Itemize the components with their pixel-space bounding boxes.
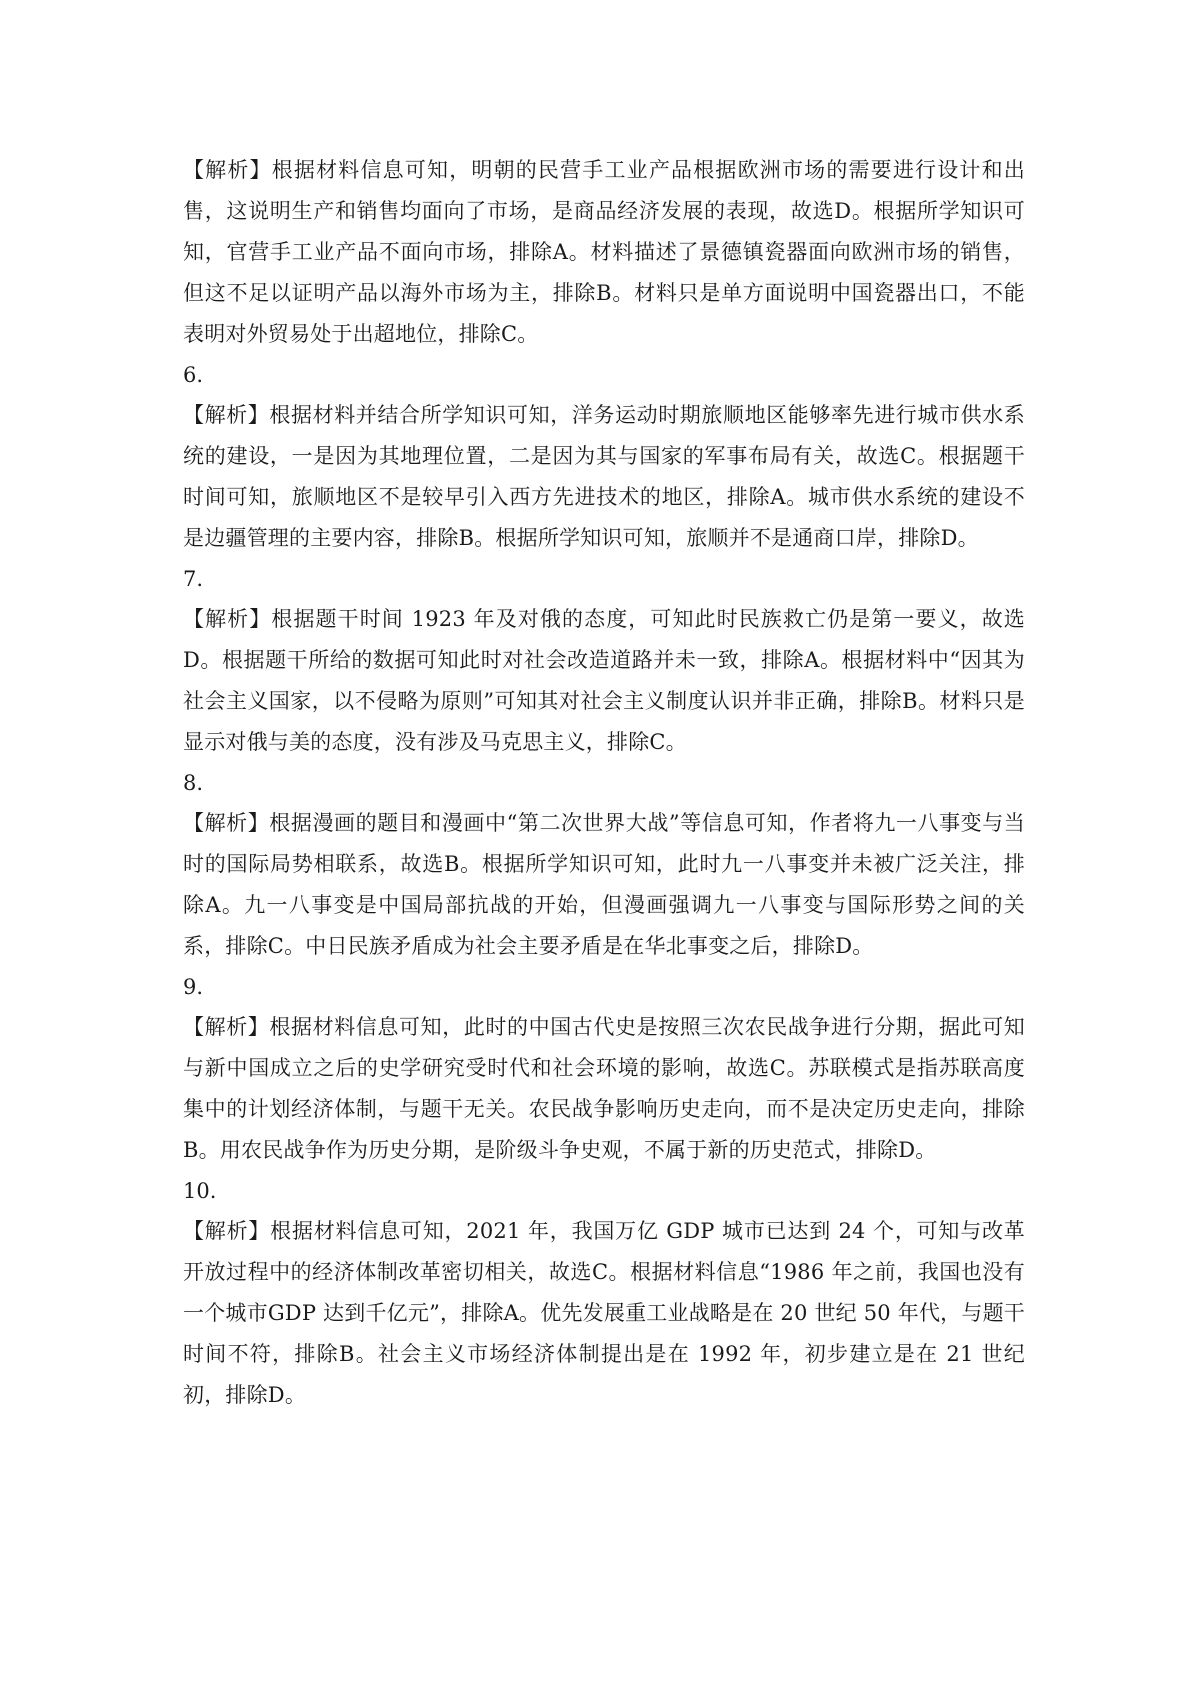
explanation-text: 根据材料信息可知，此时的中国古代史是按照三次农民战争进行分期，据此可知与新中国成立之后的史学研究受时代和社会环境的影响，故选C。苏联模式是指苏联高度集中的计划经济体制，与题干无关。农民战争影响历史走向，而不是决定历史走向，排除B。用农民战争作为历史分期，是阶级斗争史观，不属于新的历史范式，排除D。 [183,1015,1025,1162]
explanation-text: 根据材料并结合所学知识可知，洋务运动时期旅顺地区能够率先进行城市供水系统的建设，一是因为其地理位置，二是因为其与国家的军事布局有关，故选C。根据题干时间可知，旅顺地区不是较早引入西方先进技术的地区，排除A。城市供水系统的建设不是边疆管理的主要内容，排除B。根据所学知识可知，旅顺并不是通商口岸，排除D。 [183,403,1025,550]
question-number: 8. [183,771,204,795]
analysis-tag: 【解析】 [183,607,272,631]
question-number: 7. [183,567,204,591]
explanation-paragraph [183,1211,1025,1416]
question-number: 10. [183,1179,217,1203]
answer-explanations [183,150,1025,1416]
analysis-tag: 【解析】 [183,811,270,835]
explanation-paragraph [183,150,1025,355]
analysis-tag: 【解析】 [183,403,270,427]
explanation-text: 根据材料信息可知，2021 年，我国万亿 GDP 城市已达到 24 个，可知与改革开放过程中的经济体制改革密切相关，故选C。根据材料信息“1986 年之前，我国也没有一个城市GDP 达到千亿元”，排除A。优先发展重工业战略是在 20 世纪 50 年代，与题干时间不符，排除B。社会主义市场经济体制提出是在 1992 年，初步建立是在 21 世纪初，排除D。 [183,1219,1025,1407]
explanation-text: 根据材料信息可知，明朝的民营手工业产品根据欧洲市场的需要进行设计和出售，这说明生产和销售均面向了市场，是商品经济发展的表现，故选D。根据所学知识可知，官营手工业产品不面向市场，排除A。材料描述了景德镇瓷器面向欧洲市场的销售，但这不足以证明产品以海外市场为主，排除B。材料只是单方面说明中国瓷器出口，不能表明对外贸易处于出超地位，排除C。 [183,158,1025,346]
explanation-paragraph [183,803,1025,967]
analysis-tag: 【解析】 [183,158,272,182]
explanation-text: 根据题干时间 1923 年及对俄的态度，可知此时民族救亡仍是第一要义，故选 D。根据题干所给的数据可知此时对社会改造道路并未一致，排除A。根据材料中“因其为社会主义国家，以不侵略为原则”可知其对社会主义制度认识并非正确，排除B。材料只是显示对俄与美的态度，没有涉及马克思主义，排除C。 [183,607,1025,754]
explanation-paragraph [183,1007,1025,1171]
explanation-text: 根据漫画的题目和漫画中“第二次世界大战”等信息可知，作者将九一八事变与当时的国际局势相联系，故选B。根据所学知识可知，此时九一八事变并未被广泛关注，排除A。九一八事变是中国局部抗战的开始，但漫画强调九一八事变与国际形势之间的关系，排除C。中日民族矛盾成为社会主要矛盾是在华北事变之后，排除D。 [183,811,1025,958]
analysis-tag: 【解析】 [183,1015,270,1039]
explanation-paragraph [183,395,1025,559]
analysis-tag: 【解析】 [183,1219,271,1243]
question-number: 6. [183,363,204,387]
question-number: 9. [183,975,204,999]
explanation-paragraph [183,599,1025,763]
